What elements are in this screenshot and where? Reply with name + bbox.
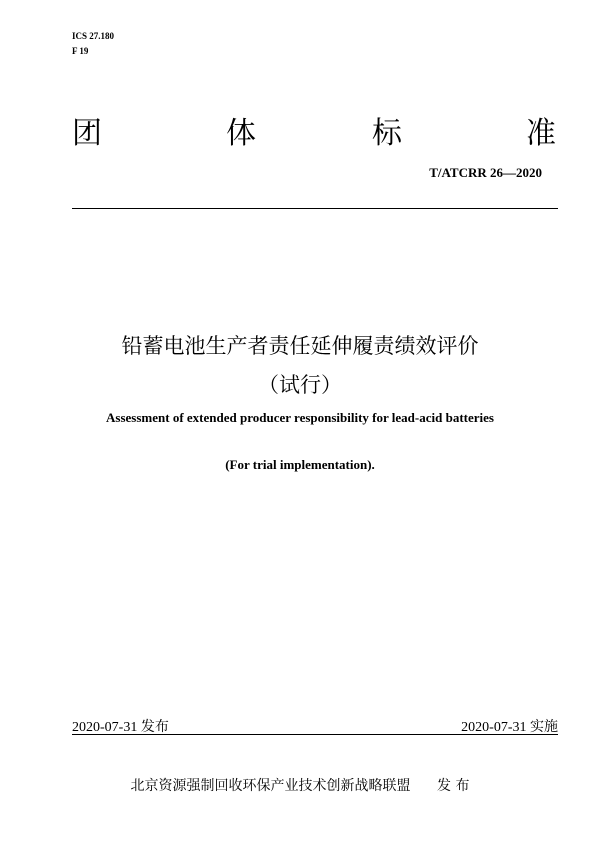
ics-code: ICS 27.180 xyxy=(72,31,115,41)
publisher xyxy=(0,775,600,795)
standard-type-char: 标 xyxy=(372,116,402,151)
title-cn-subtitle: （试行） xyxy=(258,373,342,397)
title-en: Assessment of extended producer responsibility for lead-acid batteries xyxy=(106,410,494,425)
title-en-subtitle: (For trial implementation). xyxy=(225,457,375,472)
standard-type-char: 体 xyxy=(226,116,256,151)
publisher-suffix: 发 布 xyxy=(437,778,470,794)
footer-divider xyxy=(72,734,558,735)
standard-type-char: 团 xyxy=(72,116,102,151)
title-cn: 铅蓄电池生产者责任延伸履责绩效评价 xyxy=(121,334,479,358)
standard-code: T/ATCRR 26—2020 xyxy=(429,165,542,180)
standard-type-char: 准 xyxy=(526,116,556,151)
publisher-name: 北京资源强制回收环保产业技术创新战略联盟 xyxy=(130,778,411,794)
publish-date: 2020-07-31 发布 xyxy=(72,720,169,735)
header-divider xyxy=(72,208,558,209)
implement-date: 2020-07-31 实施 xyxy=(461,720,558,735)
ccs-code: F 19 xyxy=(72,46,89,56)
